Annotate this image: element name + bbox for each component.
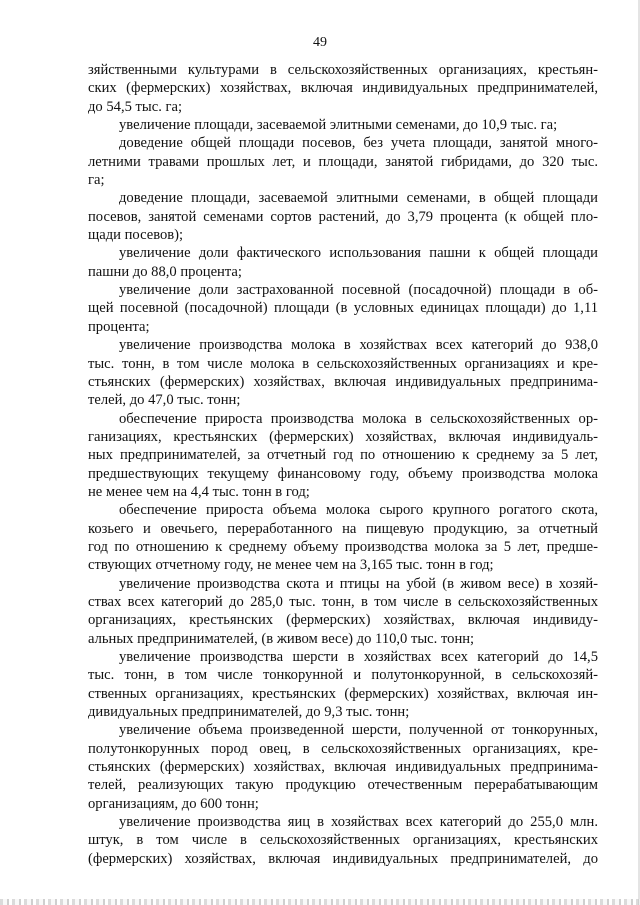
text-line: процента; xyxy=(88,318,150,335)
page-number: 49 xyxy=(313,35,327,50)
text-line: организациям, до 600 тонн; xyxy=(88,795,259,812)
text-line: не менее чем на 4,4 тыс. тонн в год; xyxy=(88,483,310,500)
text-line: увеличение производства шерсти в хозяйствах всех категорий до 14,5 xyxy=(119,649,598,665)
text-line: увеличение производства скота и птицы на убой (в живом весе) в хозяй- xyxy=(119,575,598,592)
text-line: стьянских (фермерских) хозяйствах, включая индивидуальных предпринима- xyxy=(88,373,598,390)
text-line: ственных организациях, крестьянских (фермерских) хозяйствах, включая ин- xyxy=(88,685,598,702)
text-line: обеспечение прироста производства молока в сельскохозяйственных ор- xyxy=(119,410,598,427)
text-line: тыс. тонн, в том числе молока в сельскохозяйственных организациях и кре- xyxy=(88,355,598,372)
text-line: посевов, занятой семенами сортов растений, до 3,79 процента (к общей пло- xyxy=(88,208,598,225)
text-line: телей, реализующих такую продукцию отечественным перерабатывающим xyxy=(88,777,598,794)
text-line: га; xyxy=(88,172,105,189)
text-line: обеспечение прироста объема молока сырого крупного рогатого скота, xyxy=(119,502,598,519)
text-line: дивидуальных предпринимателей, до 9,3 тыс. тонн; xyxy=(88,704,410,721)
text-line: увеличение объема произведенной шерсти, полученной от тонкорунных, xyxy=(119,722,598,739)
text-line: ных предпринимателей, за отчетный год по отношению к среднему за 5 лет, xyxy=(88,447,598,464)
text-line: ствующих отчетному году, не менее чем на 3,165 тыс. тонн в год; xyxy=(88,557,494,574)
text-line: увеличение площади, засеваемой элитными семенами, до 10,9 тыс. га; xyxy=(119,117,558,134)
text-line: ских (фермерских) хозяйствах, включая индивидуальных предпринимателей, xyxy=(88,80,598,97)
text-line: щей посевной (посадочной) площади (в условных единицах площади) до 1,11 xyxy=(88,300,598,317)
text-line: тыс. тонн, в том числе тонкорунной и полутонкорунной, в сельскохозяй- xyxy=(88,667,598,684)
text-line: полутонкорунных пород овец, в сельскохозяйственных организациях, кре- xyxy=(88,740,598,757)
text-line: ганизациях, крестьянских (фермерских) хозяйствах, включая индивидуаль- xyxy=(88,428,598,445)
document-body xyxy=(88,61,598,868)
text-line: увеличение производства молока в хозяйствах всех категорий до 938,0 xyxy=(119,337,598,354)
text-line: увеличение производства яиц в хозяйствах всех категорий до 255,0 млн. xyxy=(119,814,598,831)
text-line: пашни до 88,0 процента; xyxy=(88,263,242,280)
text-line: предшествующих текущему финансовому году, объему производства молока xyxy=(88,465,598,482)
text-line: увеличение доли застрахованной посевной (посадочной) площади в об- xyxy=(119,282,598,299)
text-line: козьего и овечьего, переработанного на пищевую продукцию, за отчетный xyxy=(88,520,598,537)
text-line: зяйственными культурами в сельскохозяйственных организациях, крестьян- xyxy=(88,62,598,78)
text-line: доведение площади, засеваемой элитными семенами, в общей площади xyxy=(119,190,598,207)
text-line: телей, до 47,0 тыс. тонн; xyxy=(88,392,241,409)
text-line: доведение общей площади посевов, без учета площади, занятой много- xyxy=(119,135,598,152)
scan-edge-bottom xyxy=(0,899,640,905)
text-line: альных предпринимателей, (в живом весе) до 110,0 тыс. тонн; xyxy=(88,630,475,647)
text-line: организациях, крестьянских (фермерских) хозяйствах, включая индивиду- xyxy=(88,612,598,629)
text-line: ствах всех категорий до 285,0 тыс. тонн, в том числе в сельскохозяйственных xyxy=(88,593,598,610)
text-line: стьянских (фермерских) хозяйствах, включая индивидуальных предпринима- xyxy=(88,759,598,776)
text-line: штук, в том числе в сельскохозяйственных организациях, крестьянских xyxy=(88,832,598,849)
text-line: год по отношению к среднему объему производства молока за 5 лет, предше- xyxy=(88,538,598,555)
text-line: летними травами прошлых лет, и площади, занятой гибридами, до 320 тыс. xyxy=(88,153,598,170)
text-line: щади посевов); xyxy=(88,227,184,244)
text-line: до 54,5 тыс. га; xyxy=(88,98,183,115)
text-line: увеличение доли фактического использования пашни к общей площади xyxy=(119,245,598,262)
text-line: (фермерских) хозяйствах, включая индивидуальных предпринимателей, до xyxy=(88,850,598,867)
